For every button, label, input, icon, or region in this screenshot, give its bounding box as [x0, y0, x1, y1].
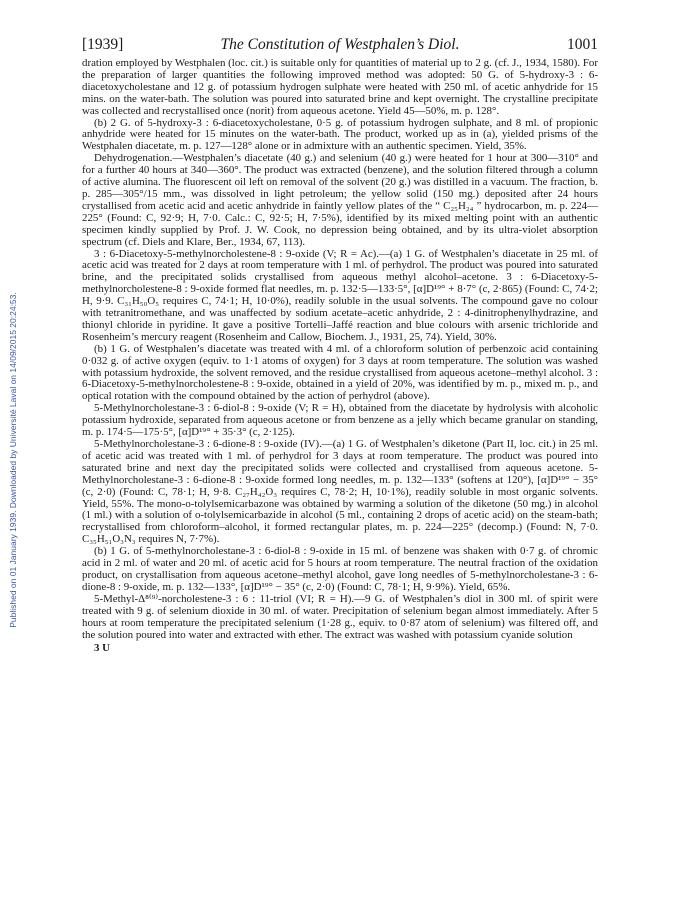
header-year: [1939] — [82, 36, 124, 53]
paragraph: (b) 1 G. of 5-methylnorcholestane-3 : 6-diol-8 : 9-oxide in 15 ml. of benzene was shaken with 0·7 g. of chromic acid in 2 ml. of water and 20 ml. of acetic acid for 5 hours at room temperature. The neutral fraction of the oxidation product, on crystallisation from aqueous acetone–methyl alcohol, gave long needles of 5-methylnorcholestane-3 : 6-dione-8 : 9-oxide, m. p. 132—133°, [α]D¹⁹° − 35° (c, 2·0) (Found: C, 78·1; H, 9·9%). Yield, 65%. — [82, 545, 598, 593]
body-text — [82, 58, 598, 641]
download-notice-text: Published on 01 January 1939. Downloaded by Université Laval on 14/09/2015 20:24:53. — [8, 292, 18, 628]
header-title: The Constitution of Westphalen’s Diol. — [220, 36, 460, 53]
paragraph: dration employed by Westphalen (loc. cit.) is suitable only for quantities of material up to 2 g. (cf. J., 1934, 1580). For the preparation of larger quantities the following improved method was adopted: 50 G. of 5-hydroxy-3 : 6-diacetoxycholestane and 12 g. of potassium hydrogen sulphate were heated with 250 ml. of acetic anhydride for 15 mins. on the water-bath. The solution was poured into saturated brine and kept overnight. The crystalline precipitate was collected and recrystallised once (norit) from aqueous acetone. Yield 45—50%, m. p. 128°. — [82, 57, 598, 117]
download-notice — [6, 0, 20, 912]
paragraph: Dehydrogenation.—Westphalen’s diacetate (40 g.) and selenium (40 g.) were heated for 1 hour at 300—310° and for a further 40 hours at 340—360°. The product was extracted (benzene), and the solution filtered through a column of active alumina. The fluorescent oil left on removal of the solvent (20 g.) was distilled in a vacuum. The fraction, b. p. 285—305°/15 mm., was dissolved in light petroleum; the yellow solid (150 mg.) deposited after 24 hours crystallised from acetic acid and acetic anhydride in faintly yellow plates of the “ C₂₅H₂₄ ” hydrocarbon, m. p. 224—225° (Found: C, 92·9; H, 7·0. Calc.: C, 92·5; H, 7·5%), identified by its mixed melting point with an authentic specimen kindly supplied by Prof. J. W. Cook, no depression being obtained, and by its ultra-violet absorption spectrum (cf. Diels and Klare, Ber., 1934, 67, 113). — [82, 152, 598, 248]
running-header — [82, 36, 598, 58]
paragraph: 3 : 6-Diacetoxy-5-methylnorcholestene-8 : 9-oxide (V; R = Ac).—(a) 1 G. of Westphalen’s diacetate in 25 ml. of acetic acid was treated for 2 days at room temperature with 1 ml. of perhydrol. The product was poured into saturated brine, and the precipitated solids crystallised from aqueous methyl alcohol–acetone. 3 : 6-Diacetoxy-5-methylnorcholestene-8 : 9-oxide formed flat needles, m. p. 132·5—133·5°, [α]D¹⁹° + 8·7° (c, 2·865) (Found: C, 74·2; H, 9·9. C₃₁H₅₀O₅ requires C, 74·1; H, 10·0%), readily soluble in the usual solvents. The compound gave no colour with tetranitromethane, and was unaffected by sodium acetate–acetic anhydride, 2 : 4-dinitrophenylhydrazine, and thionyl chloride in pyridine. It gave a positive Tortelli–Jaffé reaction and blue colours with arsenic trichloride and Rosenheim’s mercury reagent (Rosenheim and Callow, Biochem. J., 1931, 25, 74). Yield, 30%. — [82, 247, 598, 343]
paragraph: 5-Methyl-Δ⁸⁽⁹⁾-norcholestene-3 : 6 : 11-triol (VI; R = H).—9 G. of Westphalen’s diol in 300 ml. of spirit were treated with 9 g. of selenium dioxide in 30 ml. of water. Precipitation of selenium began almost immediately. After 5 hours at room temperature the precipitated selenium (1·28 g., equiv. to 0·87 atom of selenium) was filtered off, and the solution poured into water and extracted with ether. The extract was washed with potassium cyanide solution — [82, 592, 598, 641]
paragraph: 5-Methylnorcholestane-3 : 6-diol-8 : 9-oxide (V; R = H), obtained from the diacetate by hydrolysis with alcoholic potassium hydroxide, separated from aqueous acetone or from benzene as a jelly which became granular on standing, m. p. 174·5—175·5°, [α]D¹⁹° + 35·3° (c, 2·125). — [82, 402, 598, 439]
paragraph: (b) 1 G. of Westphalen’s diacetate was treated with 4 ml. of a chloroform solution of perbenzoic acid containing 0·032 g. of active oxygen (equiv. to 1·1 atoms of oxygen) for 3 days at room temperature. The solution was washed with potassium hydroxide, the solvent removed, and the residue crystallised from aqueous acetone–methyl alcohol. 3 : 6-Diacetoxy-5-methylnorcholestene-8 : 9-oxide, obtained in a yield of 20%, was identified by m. p., mixed m. p., and optical rotation with the compound obtained by the action of perhydrol (above). — [82, 342, 598, 403]
header-page-number: 1001 — [567, 36, 598, 53]
paragraph: (b) 2 G. of 5-hydroxy-3 : 6-diacetoxycholestane, 0·5 g. of potassium hydrogen sulphate, and 8 ml. of propionic anhydride were heated for 15 minutes on the water-bath. The product, worked up as in (a), yielded prisms of the Westphalen diacetate, m. p. 127—128° alone or in admixture with an authentic specimen. Yield, 35%. — [82, 116, 598, 153]
page — [82, 36, 598, 654]
paragraph: 5-Methylnorcholestane-3 : 6-dione-8 : 9-oxide (IV).—(a) 1 G. of Westphalen’s diketone (Part II, loc. cit.) in 25 ml. of acetic acid was treated with 1 ml. of perhydrol for 3 days at room temperature. The product was poured into saturated brine and next day the precipitated solids were collected and crystallised from aqueous acetone. 5-Methylnorcholestane-3 : 6-dione-8 : 9-oxide formed long needles, m. p. 132—133° (softens at 120°), [α]D¹⁹° − 35° (c, 2·0) (Found: C, 78·1; H, 9·8. C₂₇H₄₂O₃ requires C, 78·2; H, 10·1%), readily soluble in most organic solvents. Yield, 55%. The mono-o-tolylsemicarbazone was obtained by warming a solution of the diketone (50 mg.) in alcohol (1 ml.) with a solution of o-tolylsemicarbazide in alcohol (5 ml., containing 2 drops of acetic acid) on the steam-bath; recrystallised from chloroform–alcohol, it formed rectangular plates, m. p. 224—225° (decomp.) (Found: N, 7·0. C₃₅H₅₁O₃N₃ requires N, 7·7%). — [82, 438, 598, 546]
signature-mark: 3 U — [94, 642, 111, 655]
